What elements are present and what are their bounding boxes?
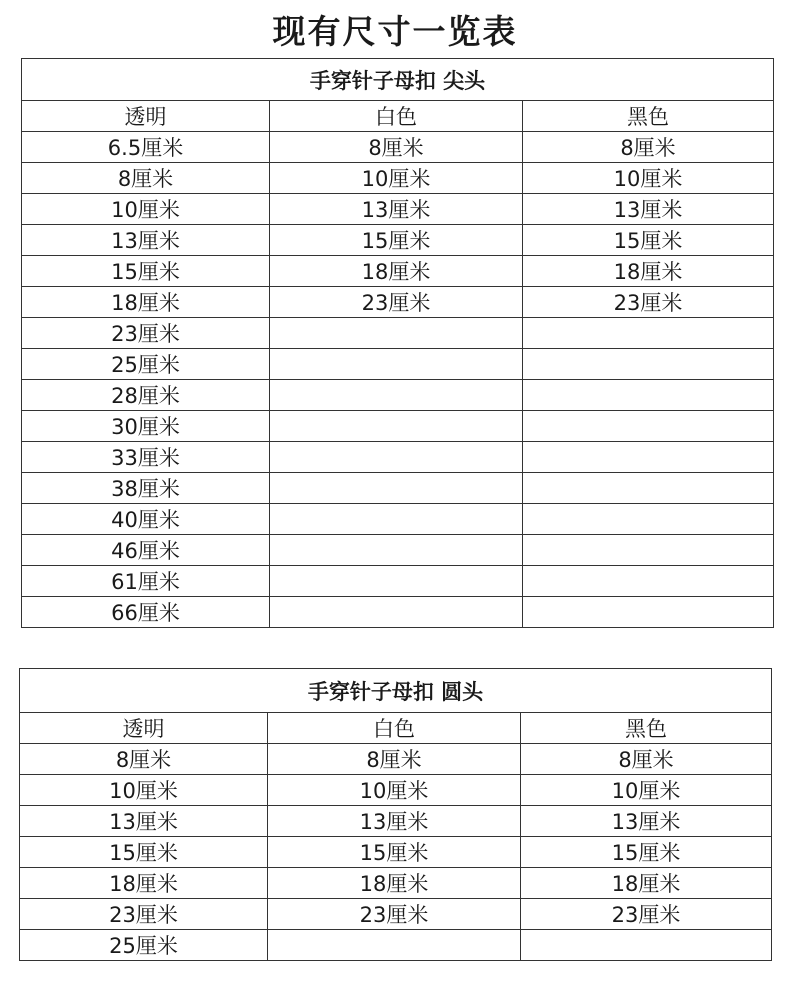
size-cell-black: 8厘米 <box>523 132 774 163</box>
size-cell-transparent: 33厘米 <box>22 442 270 473</box>
size-cell-transparent: 13厘米 <box>22 225 270 256</box>
table-row <box>22 132 774 163</box>
table-row <box>22 256 774 287</box>
size-cell-transparent: 18厘米 <box>22 287 270 318</box>
size-cell-white <box>270 411 523 442</box>
size-cell-white <box>270 535 523 566</box>
table-row <box>20 868 772 899</box>
table-row <box>22 318 774 349</box>
column-header-white: 白色 <box>270 101 523 132</box>
column-header-black: 黑色 <box>523 101 774 132</box>
table-row <box>22 597 774 628</box>
page-title: 现有尺寸一览表 <box>272 12 518 51</box>
table-row <box>20 744 772 775</box>
size-cell-black <box>523 566 774 597</box>
size-cell-white: 13厘米 <box>268 806 521 837</box>
size-cell-white: 10厘米 <box>270 163 523 194</box>
table-row <box>22 225 774 256</box>
size-cell-transparent: 10厘米 <box>22 194 270 225</box>
size-cell-transparent: 46厘米 <box>22 535 270 566</box>
size-cell-black: 23厘米 <box>523 287 774 318</box>
size-cell-transparent: 25厘米 <box>22 349 270 380</box>
table-row <box>22 473 774 504</box>
size-cell-transparent: 18厘米 <box>20 868 268 899</box>
table-row <box>22 349 774 380</box>
size-cell-white: 10厘米 <box>268 775 521 806</box>
size-cell-black <box>523 597 774 628</box>
size-cell-white: 13厘米 <box>270 194 523 225</box>
size-cell-white: 15厘米 <box>270 225 523 256</box>
size-cell-black: 18厘米 <box>521 868 772 899</box>
size-cell-white: 23厘米 <box>268 899 521 930</box>
size-cell-white <box>270 349 523 380</box>
size-cell-black <box>521 930 772 961</box>
size-cell-transparent: 23厘米 <box>22 318 270 349</box>
size-cell-transparent: 15厘米 <box>22 256 270 287</box>
table-row <box>22 442 774 473</box>
table-row <box>20 806 772 837</box>
size-cell-white: 8厘米 <box>270 132 523 163</box>
size-cell-white: 18厘米 <box>270 256 523 287</box>
size-cell-white <box>270 442 523 473</box>
size-cell-black <box>523 380 774 411</box>
size-cell-transparent: 25厘米 <box>20 930 268 961</box>
table-row <box>22 194 774 225</box>
size-cell-white <box>270 473 523 504</box>
size-cell-black: 15厘米 <box>523 225 774 256</box>
table-body <box>22 132 774 628</box>
table-caption: 手穿针子母扣 尖头 <box>22 59 774 101</box>
column-header-white: 白色 <box>268 713 521 744</box>
size-cell-white <box>268 930 521 961</box>
size-cell-white: 23厘米 <box>270 287 523 318</box>
size-cell-black <box>523 535 774 566</box>
size-cell-black: 13厘米 <box>523 194 774 225</box>
size-cell-white <box>270 566 523 597</box>
size-cell-black <box>523 442 774 473</box>
size-cell-black <box>523 318 774 349</box>
size-cell-transparent: 61厘米 <box>22 566 270 597</box>
size-cell-black: 10厘米 <box>523 163 774 194</box>
table-row <box>22 504 774 535</box>
size-cell-transparent: 8厘米 <box>20 744 268 775</box>
size-cell-white <box>270 504 523 535</box>
size-cell-transparent: 66厘米 <box>22 597 270 628</box>
table-row <box>22 380 774 411</box>
size-cell-black: 23厘米 <box>521 899 772 930</box>
size-cell-white <box>270 380 523 411</box>
size-cell-black: 13厘米 <box>521 806 772 837</box>
size-table-pointed-head <box>21 58 774 628</box>
table-row <box>22 535 774 566</box>
size-cell-white: 18厘米 <box>268 868 521 899</box>
table-row <box>22 287 774 318</box>
size-cell-transparent: 28厘米 <box>22 380 270 411</box>
table-row <box>22 566 774 597</box>
column-header-transparent: 透明 <box>22 101 270 132</box>
table-row <box>22 163 774 194</box>
size-cell-black: 8厘米 <box>521 744 772 775</box>
size-cell-transparent: 40厘米 <box>22 504 270 535</box>
size-cell-transparent: 23厘米 <box>20 899 268 930</box>
size-cell-black <box>523 504 774 535</box>
size-cell-white: 8厘米 <box>268 744 521 775</box>
size-cell-black: 10厘米 <box>521 775 772 806</box>
size-cell-transparent: 15厘米 <box>20 837 268 868</box>
column-header-transparent: 透明 <box>20 713 268 744</box>
size-cell-black <box>523 473 774 504</box>
size-cell-white: 15厘米 <box>268 837 521 868</box>
column-header-black: 黑色 <box>521 713 772 744</box>
size-cell-black <box>523 411 774 442</box>
size-cell-transparent: 10厘米 <box>20 775 268 806</box>
size-cell-black <box>523 349 774 380</box>
size-cell-white <box>270 597 523 628</box>
table-row <box>20 899 772 930</box>
size-cell-white <box>270 318 523 349</box>
table-row <box>22 411 774 442</box>
size-cell-transparent: 13厘米 <box>20 806 268 837</box>
table-row <box>20 930 772 961</box>
size-cell-black: 18厘米 <box>523 256 774 287</box>
size-cell-transparent: 8厘米 <box>22 163 270 194</box>
table-caption: 手穿针子母扣 圆头 <box>20 669 772 713</box>
table-row <box>20 775 772 806</box>
table-row <box>20 837 772 868</box>
size-cell-transparent: 6.5厘米 <box>22 132 270 163</box>
table-body <box>20 744 772 961</box>
size-cell-transparent: 30厘米 <box>22 411 270 442</box>
size-table-round-head <box>19 668 772 961</box>
size-cell-black: 15厘米 <box>521 837 772 868</box>
size-cell-transparent: 38厘米 <box>22 473 270 504</box>
